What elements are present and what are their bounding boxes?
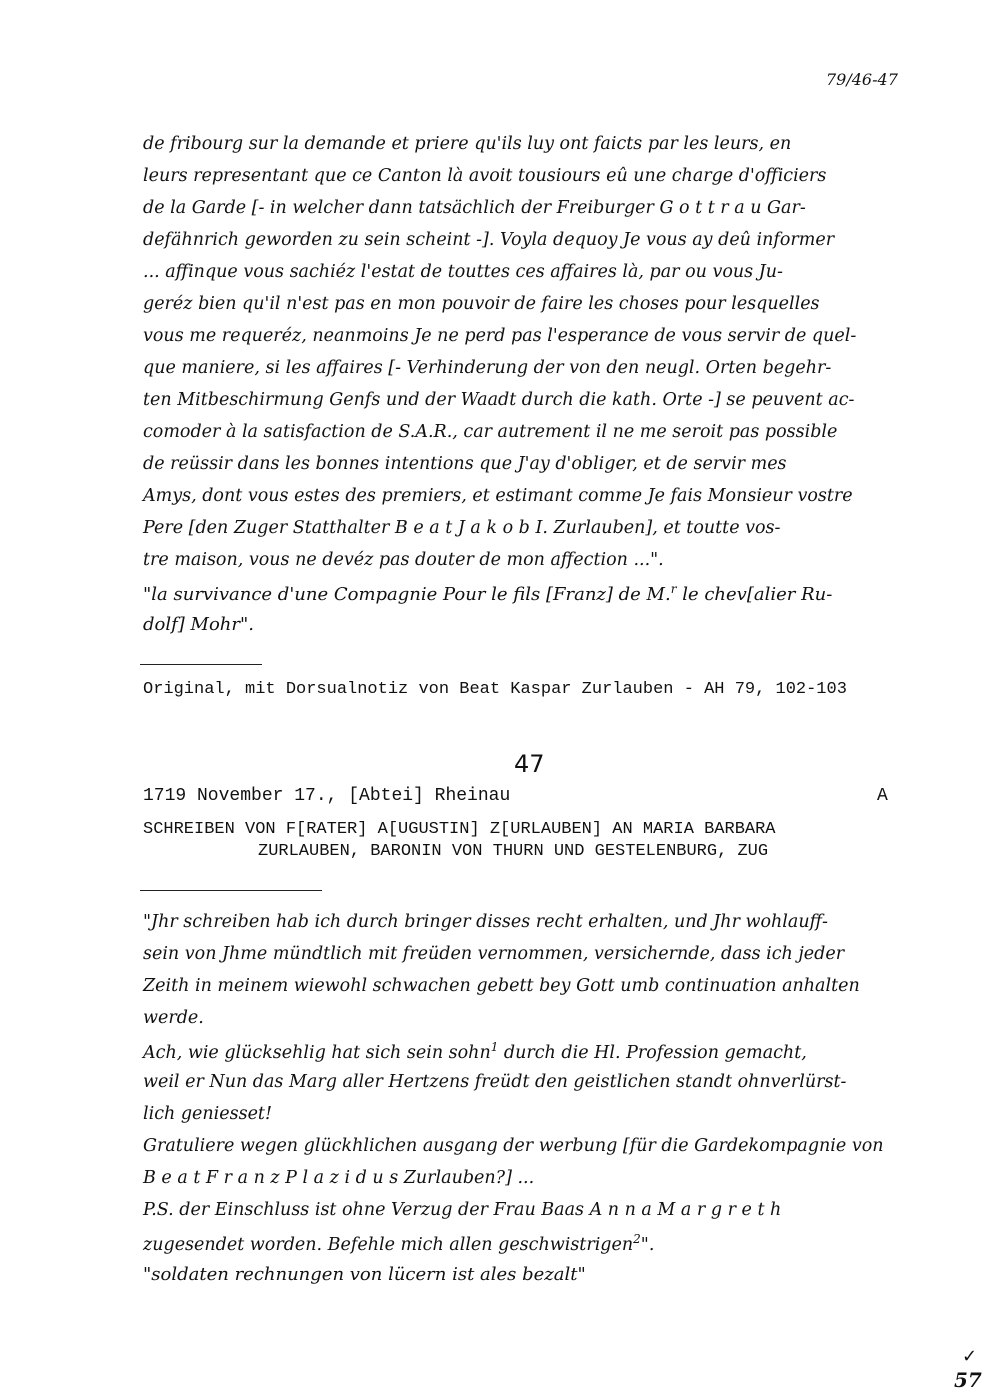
text-line: de reüssir dans les bonnes intentions que J'ay d'obliger, et de servir mes xyxy=(143,454,787,474)
text-line: de la Garde [- in welcher dann tatsächlich der Freiburger G o t t r a u Gar- xyxy=(143,198,806,218)
separator-rule xyxy=(140,890,322,891)
page-number: 57 xyxy=(954,1368,982,1392)
text-line: leurs representant que ce Canton là avoit tousiours eû une charge d'officiers xyxy=(143,166,827,186)
text-line: tre maison, vous ne devéz pas douter de mon affection ...". xyxy=(143,550,664,570)
superscript: r xyxy=(670,582,677,596)
handwritten-text: "la survivance d'une Compagnie Pour le fils [Franz] de M. xyxy=(143,584,671,605)
text-line: Gratuliere wegen glückhlichen ausgang der werbung [für die Gardekompagnie von xyxy=(143,1136,884,1156)
document-heading: ZURLAUBEN, BARONIN VON THURN UND GESTELENBURG, ZUG xyxy=(258,842,769,861)
text-line: defähnrich geworden zu sein scheint -]. Voyla dequoy Je vous ay deû informer xyxy=(143,230,835,250)
separator-rule xyxy=(140,664,262,665)
text-segment: durch die Hl. Profession gemacht, xyxy=(498,1042,807,1063)
footnote-marker: 2 xyxy=(633,1232,641,1246)
handwritten-quote: dolf] Mohr". xyxy=(143,614,254,635)
text-line: Pere [den Zuger Statthalter B e a t J a k o b I. Zurlauben], et toutte vos- xyxy=(143,518,781,538)
handwritten-text: le chev[alier Ru- xyxy=(676,584,833,605)
handwritten-quote: "soldaten rechnungen von lücern ist ales bezalt" xyxy=(143,1264,586,1285)
document-number: 47 xyxy=(514,750,545,778)
document-heading: SCHREIBEN VON F[RATER] A[UGUSTIN] Z[URLAUBEN] AN MARIA BARBARA xyxy=(143,820,776,839)
date-place: 1719 November 17., [Abtei] Rheinau xyxy=(143,786,511,806)
text-segment: ". xyxy=(640,1234,655,1255)
text-line: vous me requeréz, neanmoins Je ne perd pas l'esperance de vous servir de quel- xyxy=(143,326,857,346)
text-line xyxy=(143,1040,807,1063)
text-line: weil er Nun das Marg aller Hertzens freüdt den geistlichen standt ohnverlürst- xyxy=(143,1072,847,1092)
text-segment: Ach, wie glücksehlig hat sich sein sohn xyxy=(143,1042,491,1063)
handwritten-quote xyxy=(143,582,832,605)
text-line: lich geniesset! xyxy=(143,1104,272,1124)
text-line: geréz bien qu'il n'est pas en mon pouvoir de faire les choses pour lesquelles xyxy=(143,294,820,314)
text-line: comoder à la satisfaction de S.A.R., car autrement il ne me seroit pas possible xyxy=(143,422,838,442)
source-note: Original, mit Dorsualnotiz von Beat Kaspar Zurlauben - AH 79, 102-103 xyxy=(143,680,847,699)
check-mark: ✓ xyxy=(962,1346,978,1367)
footnote-marker: 1 xyxy=(490,1040,499,1054)
text-line: ... affinque vous sachiéz l'estat de touttes ces affaires là, par ou vous Ju- xyxy=(143,262,783,282)
text-line: de fribourg sur la demande et priere qu'ils luy ont faicts par les leurs, en xyxy=(143,134,792,154)
text-line: "Jhr schreiben hab ich durch bringer disses recht erhalten, und Jhr wohlauff- xyxy=(143,912,828,932)
text-line xyxy=(143,1232,654,1255)
text-line: que maniere, si les affaires [- Verhinderung der von den neugl. Orten begehr- xyxy=(143,358,832,378)
text-line: werde. xyxy=(143,1008,204,1028)
document-class: A xyxy=(877,786,888,806)
text-line: P.S. der Einschluss ist ohne Verzug der Frau Baas A n n a M a r g r e t h xyxy=(143,1200,782,1220)
text-segment: zugesendet worden. Befehle mich allen geschwistrigen xyxy=(143,1234,634,1255)
page-reference: 79/46-47 xyxy=(826,70,898,89)
text-line: ten Mitbeschirmung Genfs und der Waadt durch die kath. Orte -] se peuvent ac- xyxy=(143,390,855,410)
text-line: Zeith in meinem wiewohl schwachen gebett bey Gott umb continuation anhalten xyxy=(143,976,860,996)
text-line: sein von Jhme mündtlich mit freüden vernommen, versichernde, dass ich jeder xyxy=(143,944,845,964)
text-line: Amys, dont vous estes des premiers, et estimant comme Je fais Monsieur vostre xyxy=(143,486,853,506)
text-line: B e a t F r a n z P l a z i d u s Zurlauben?] ... xyxy=(143,1168,535,1188)
